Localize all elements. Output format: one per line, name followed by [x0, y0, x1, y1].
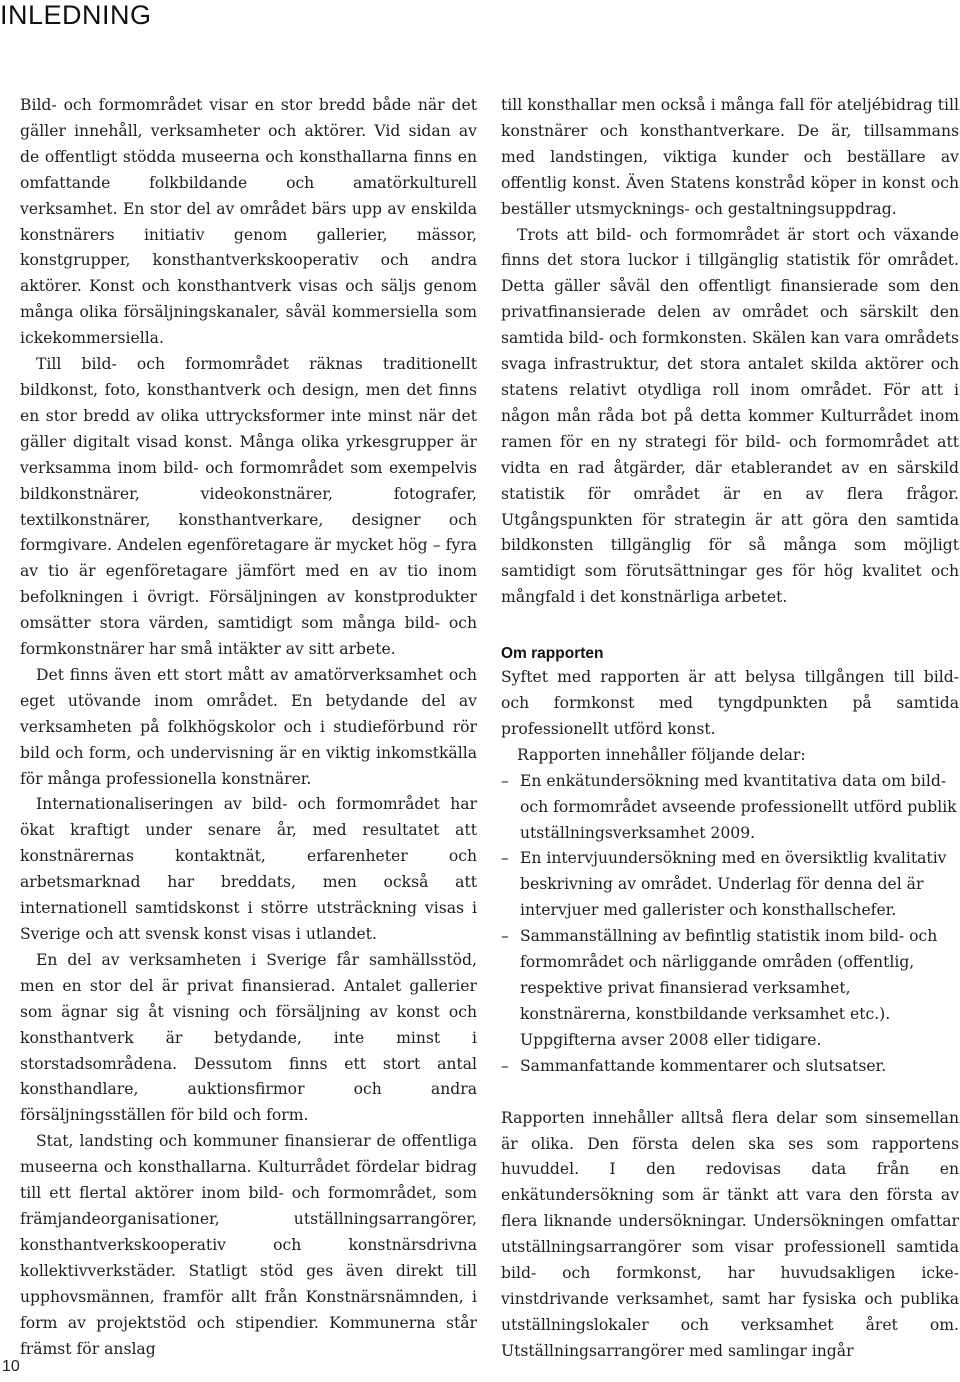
body-paragraph: Rapporten innehåller alltså flera delar som sinsemellan är olika. Den första delen ska ses som rapportens huvuddel. I den redovisas data från en enkätundersökning som är tänkt att vara den första av flera liknande undersökningar. Undersökningen omfattar utställningsarrangörer som visar professionell samtida bild- och formkonst, har huvudsakligen icke-vinstdrivande verksamhet, samt har fysiska och publika utställningslokaler och verksamhet året om. Utställningsarrangörer med samlingar ingår	[501, 1108, 959, 1360]
body-paragraph: Till bild- och formområdet räknas traditionellt bildkonst, foto, konsthantverk och design, men det finns en stor bredd av olika uttrycksformer inte minst när det gäller digitalt visad konst. Många olika yrkesgrupper är verksamma inom bild- och formområdet som exempelvis bildkonstnärer, videokonstnärer, fotografer, textilkonstnärer, konsthantverkare, designer och formgivare. Andelen egenföretagare är mycket hög – fyra av tio är egenföretagare jämfört med en av tio inom befolkningen i övrigt. Försäljningen av konstprodukter omsätter stora värden, samtidigt som många bild- och formkonstnärer har små intäkter av sitt arbete.	[20, 355, 477, 659]
body-paragraph: Det finns även ett stort mått av amatörverksamhet och eget utövande inom området. En betydande del av verksamheten på folkhögskolor och i studieförbund rör bild och form, och undervisning är en viktig inkomstkälla för många professionella konstnärer.	[20, 665, 477, 788]
body-paragraph: Rapporten innehåller följande delar:	[517, 745, 806, 764]
list-item: – En enkätundersökning med kvantitativa data om bild- och formområdet avseende professionellt utförd publik utställningsverksamhet 2009.	[501, 769, 959, 847]
list-item: – Sammanställning av befintlig statistik inom bild- och formområdet och närliggande områden (offentlig, respektive privat finansierad verksamhet, konstnärerna, konstbildande verksamhet etc.). Uppgifterna avser 2008 eller tidigare.	[501, 924, 959, 1054]
list-item: – Sammanfattande kommentarer och slutsatser.	[501, 1054, 959, 1080]
body-paragraph: Trots att bild- och formområdet är stort och växande finns det stora luckor i tillgänglig statistik för området. Detta gäller såväl den offentligt finansierade som den privatfinansierade delen av området och särskilt den samtida bild- och formkonsten. Skälen kan vara områdets svaga infrastruktur, det stora antalet skilda aktörer och statens relativt otydliga roll inom området. För att i någon mån råda bot på detta kommer Kulturrådet inom ramen för en ny strategi för bild- och formområdet att vidta en rad åtgärder, där etablerandet av en särskild statistik för området är en av flera frågor. Utgångspunkten för strategin är att göra den samtida bildkonsten tillgänglig för så många som möjligt samtidigt som förutsättningar ges för hög kvalitet och mångfald i det konstnärliga arbetet.	[501, 225, 959, 607]
body-paragraph: Internationaliseringen av bild- och formområdet har ökat kraftigt under senare år, med resultatet att konstnärernas kontaktnät, erfarenheter och arbetsmarknad har breddats, men också att internationell samtidskonst i större utsträckning visas i Sverige och att svensk konst visas i utlandet.	[20, 795, 477, 943]
body-paragraph: Bild- och formområdet visar en stor bredd både när det gäller innehåll, verksamheter och aktörer. Vid sidan av de offentligt stödda museerna och konsthallarna finns en omfattande folkbildande och amatörkulturell verksamhet. En stor del av området bärs upp av enskilda konstnärers initiativ genom gallerier, mässor, konstgrupper, konsthantverkskooperativ och andra aktörer. Konst och konsthantverk visas och säljs genom många olika försäljningskanaler, såväl kommersiella som ickekommersiella.	[20, 96, 477, 348]
body-paragraph: till konsthallar men också i många fall för ateljébidrag till konstnärer och konsthantverkare. De är, tillsammans med landstingen, viktiga kunder och beställare av offentlig konst. Även Statens konstråd köper in konst och beställer utsmycknings- och gestaltningsuppdrag.	[501, 96, 959, 218]
page-title: INLEDNING	[0, 0, 152, 30]
body-paragraph: En del av verksamheten i Sverige får samhällsstöd, men en stor del är privat finansierad. Antalet gallerier som ägnar sig åt visning och försäljning av konst och konsthantverk är betydande, inte minst i storstadsområdena. Dessutom finns ett stort antal konsthandlare, auktionsfirmor och andra försäljningsställen för bild och form.	[20, 950, 477, 1125]
left-column	[20, 93, 477, 1362]
report-contents-list	[501, 769, 959, 1080]
body-paragraph: Stat, landsting och kommuner finansierar de offentliga museerna och konsthallarna. Kulturrådet fördelar bidrag till ett flertal aktörer inom bild- och formområdet, som främjandeorganisationer, utställningsarrangörer, konsthantverkskooperativ och konstnärsdrivna kollektivverkstäder. Statligt stöd ges även direkt till upphovsmännen, framför allt från Konstnärsnämnden, i form av projektstöd och stipendier. Kommunerna står främst för anslag	[20, 1132, 477, 1358]
right-column	[501, 93, 959, 1365]
section-heading-om-rapporten: Om rapporten	[501, 645, 604, 663]
page-number: 10	[2, 1358, 20, 1375]
body-paragraph: Syftet med rapporten är att belysa tillgången till bild- och formkonst med tyngdpunkten på samtida professionellt utförd konst.	[501, 668, 959, 738]
list-item: – En intervjuundersökning med en översiktlig kvalitativ beskrivning av området. Underlag för denna del är intervjuer med gallerister och konsthallschefer.	[501, 846, 959, 924]
